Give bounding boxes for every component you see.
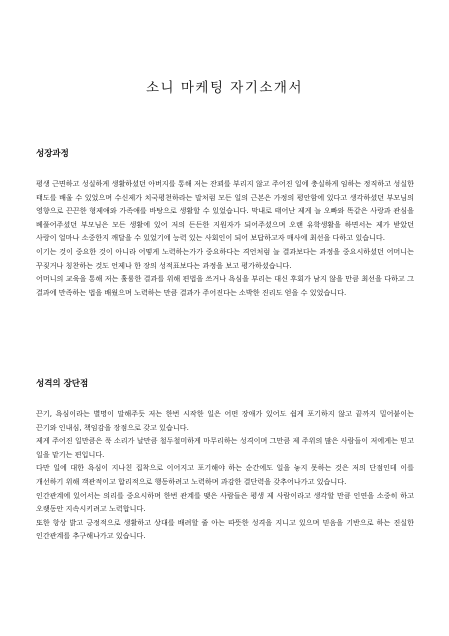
paragraph: 인간관계에 있어서는 의리를 중요시하며 한번 관계를 맺은 사람들은 평생 제 사람이라고 생각할 만큼 인연을 소중히 하고 오랫동안 지속시키려고 노력합니다.	[36, 490, 414, 514]
paragraph: 끈기, 욕심이라는 별명이 말해주듯 저는 한번 시작한 일은 어떤 장애가 있어도 쉽게 포기하지 않고 끝까지 밀어붙이는 끈기와 인내심, 책임감을 장점으로 갖고 있습니다.	[36, 409, 414, 432]
document-title: 소니 마케팅 자기소개서	[146, 80, 303, 96]
section-heading-personality: 성격의 장단점	[36, 379, 89, 389]
paragraph: 제게 주어진 일만큼은 푹 소리가 날만큼 철두철미하게 마무리하는 성격이며 그만큼 제 주위의 많은 사람들이 저에게는 믿고 일을 맡기는 편입니다.	[36, 436, 414, 459]
section-heading-growth: 성장과정	[36, 149, 69, 159]
section-growth	[36, 148, 414, 299]
paragraph: 어머니의 교육을 통해 저는 훌륭한 결과를 위해 편법을 쓰거나 욕심을 부리는 대신 후회가 남지 않을 만큼 최선을 다하고 그 결과에 만족하는 법을 배웠으며 노력하는 만큼 결과가 주어진다는 소박한 진리도 얻을 수 있었습니다.	[36, 274, 414, 297]
section-personality	[36, 378, 414, 543]
paragraph: 다만 일에 대한 욕심이 지나친 집착으로 이어지고 포기해야 하는 순간에도 일을 놓지 못하는 것은 저의 단점인데 이를 개선하기 위해 객관적이고 합리적으로 행동하려고 노력하며 과감한 결단력을 갖추어나가고 있습니다.	[36, 463, 414, 486]
paragraph: 또한 항상 밝고 긍정적으로 생활하고 상대를 배려할 줄 아는 따뜻한 성격을 지니고 있으며 믿음을 기반으로 하는 진실한 인간관계를 추구해나가고 있습니다.	[36, 517, 414, 541]
paragraph: 평생 근면하고 성실하게 생활하셨던 아버지를 통해 저는 잔꾀를 부리지 않고 주어진 일에 충실하게 임하는 정직하고 성실한 태도를 배울 수 있었으며 수신제가 치국평천하라는 말처럼 모든 일의 근본은 가정의 평안함에 있다고 생각하셨던 부모님의 영향으로 끈끈한 형제애와 가족애를 바탕으로 생활할 수 있었습니다. 막내로 태어난 제게 늘 오빠와 똑같은 사랑과 관심을 베풀어주셨던 부모님은 모든 생활에 있어 저의 든든한 지원자가 되어주셨으며 오랜 유학생활을 하면서는 제가 받았던 사랑이 얼마나 소중한지 깨달을 수 있었기에 능력 있는 사회인이 되어 보답하고자 매사에 최선을 다하고 있습니다.	[36, 179, 414, 243]
paragraph: 이기는 것이 중요한 것이 아니라 어떻게 노력하는가가 중요하다는 격언처럼 늘 결과보다는 과정을 중요시하셨던 어머니는 꾸짖거나 칭찬하는 것도 언제나 한 장의 성적표보다는 과정을 보고 평가하셨습니다.	[36, 246, 414, 270]
